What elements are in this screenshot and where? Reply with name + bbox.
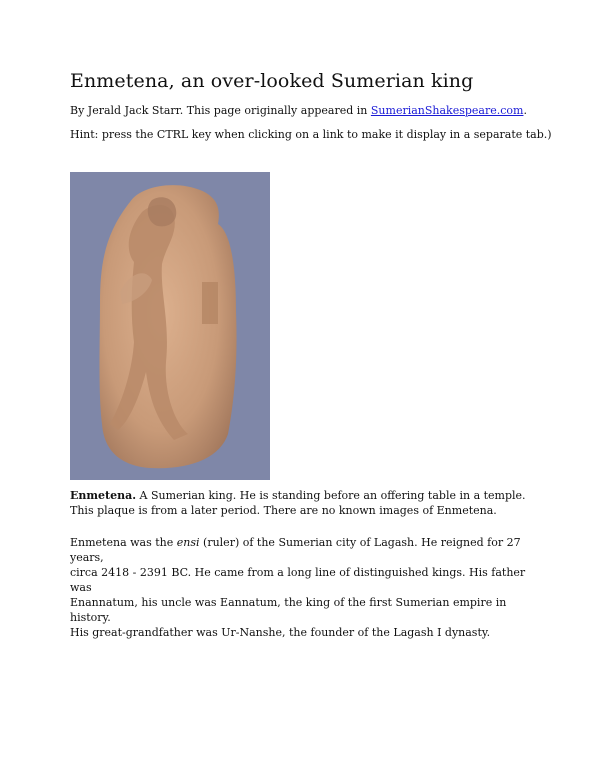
byline-suffix: . (523, 104, 527, 117)
body-line-1-b: (ruler) of the Sumerian city of Lagash. He reigned for 27 years, (70, 536, 521, 564)
byline-prefix: By Jerald Jack Starr. This page originally appeared in (70, 104, 371, 117)
body-line-2: circa 2418 - 2391 BC. He came from a long line of distinguished kings. His father was (70, 566, 526, 594)
caption-bold: Enmetena. (70, 489, 137, 502)
caption-line-2: This plaque is from a later period. There are no known images of Enmetena. (70, 504, 497, 517)
body-line-3: Enannatum, his uncle was Eannatum, the king of the first Sumerian empire in history. (70, 596, 507, 624)
body-paragraph (70, 535, 540, 640)
body-line-4: His great-grandfather was Ur-Nanshe, the founder of the Lagash I dynasty. (70, 626, 491, 639)
byline (70, 103, 527, 118)
plaque-photo-icon (70, 172, 270, 480)
image-caption (70, 488, 540, 518)
plaque-image (70, 172, 270, 480)
body-line-1-a: Enmetena was the (70, 536, 177, 549)
body-line-1 (70, 535, 540, 565)
page-title: Enmetena, an over-looked Sumerian king (70, 70, 474, 92)
source-site-link[interactable]: SumerianShakespeare.com (370, 104, 524, 117)
hint-text: Hint: press the CTRL key when clicking on a link to make it display in a separate tab.) (70, 128, 552, 141)
caption-line-1 (70, 488, 540, 503)
caption-line-1-rest: A Sumerian king. He is standing before an offering table in a temple. (136, 489, 526, 502)
ensi-term: ensi (176, 536, 200, 549)
